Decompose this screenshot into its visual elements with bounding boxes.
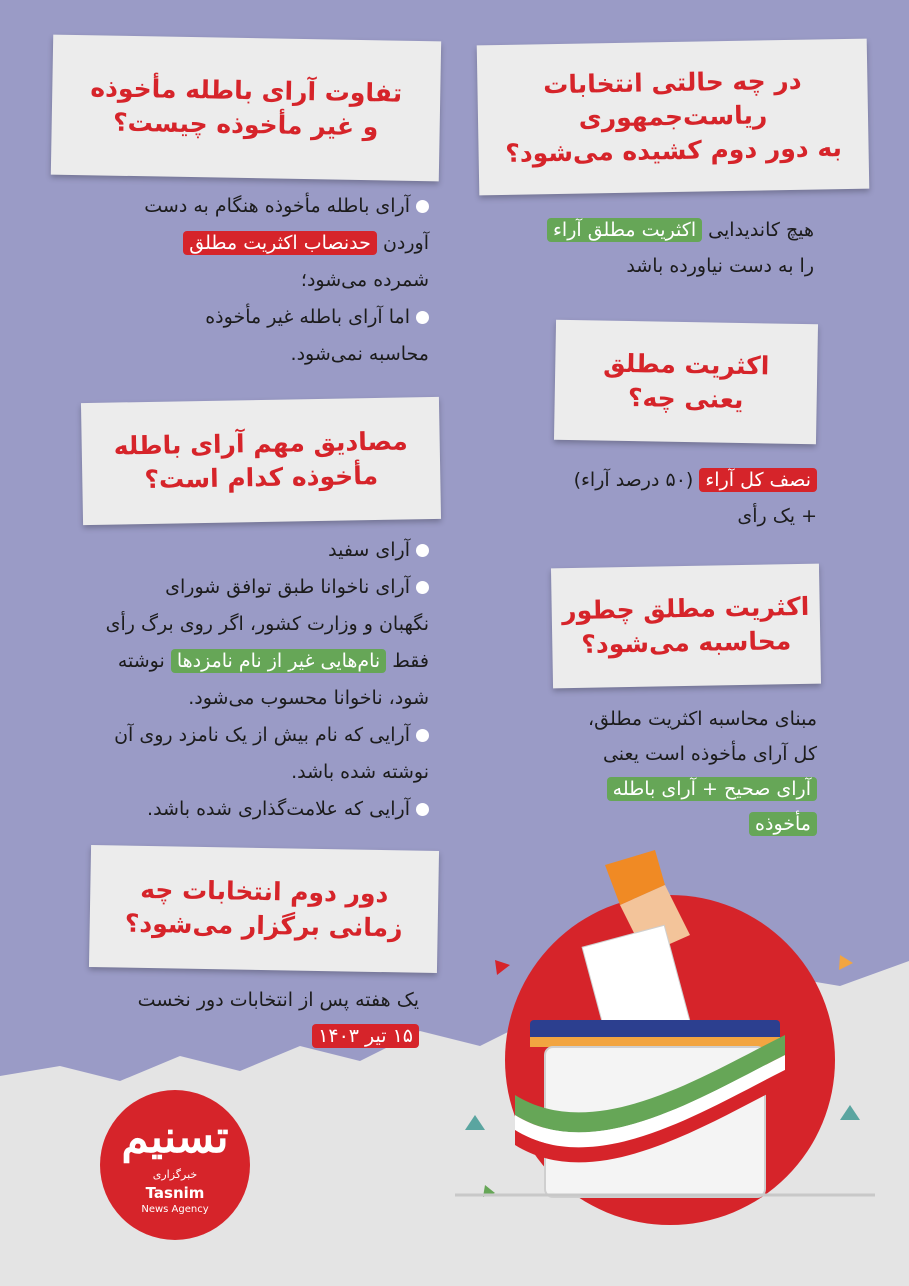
second-round-title-card (89, 845, 439, 973)
logo-script: تسنیم (121, 1112, 229, 1163)
runoff-when-body-pre: هیچ کاندیدایی (708, 219, 814, 241)
calculation-title-card (551, 564, 821, 689)
runoff-when-highlight: اکثریت مطلق آراء (547, 218, 702, 242)
examples-bullet2-post: نوشته (117, 650, 165, 673)
examples-title-line1: مصادیق مهم آرای باطله (113, 426, 408, 461)
examples-title-card (81, 397, 441, 525)
difference-title-line1: تفاوت آرای باطله مأخوذه (90, 73, 403, 108)
calculation-title-line2: محاسبه می‌شود؟ (581, 626, 792, 659)
calculation-body-line2: کل آرای مأخوذه است یعنی (602, 743, 817, 766)
difference-highlight: حدنصاب اکثریت مطلق (183, 231, 377, 255)
logo-en-name: Tasnim (145, 1184, 205, 1202)
examples-highlight: نام‌هایی غیر از نام نامزدها (171, 649, 386, 673)
difference-bullet1-pre: آوردن (382, 232, 429, 255)
difference-bullet2-line2: محاسبه نمی‌شود. (290, 343, 429, 366)
examples-bullet3-line2: نوشته شده باشد. (291, 761, 429, 784)
calculation-highlight1: آرای صحیح + آرای باطله (607, 777, 817, 801)
logo-en-sub: News Agency (141, 1204, 209, 1215)
examples-title-line2: مأخوذه کدام است؟ (144, 460, 379, 495)
runoff-when-title-card (477, 39, 870, 196)
examples-bullet2-pre: فقط (392, 650, 429, 673)
examples-bullet2-line1: آرای ناخوانا طبق توافق شورای (29, 569, 429, 606)
ballot-box-illustration (455, 845, 875, 1225)
absolute-majority-body (437, 462, 817, 534)
runoff-when-body (434, 212, 814, 284)
difference-title-card (51, 35, 441, 182)
second-round-highlight: ۱۵ تیر ۱۴۰۳ (312, 1024, 419, 1048)
examples-bullet1: آرای سفید (29, 532, 429, 569)
absolute-majority-title-card (554, 320, 818, 445)
absolute-majority-highlight: نصف کل آراء (699, 468, 817, 492)
difference-bullet1-line3: شمرده می‌شود؛ (300, 269, 429, 292)
runoff-when-title-line3: به دور دوم کشیده می‌شود؟ (505, 132, 843, 168)
examples-bullet4: آرایی که علامت‌گذاری شده باشد. (29, 791, 429, 828)
calculation-body (437, 702, 817, 843)
tasnim-logo (100, 1090, 250, 1240)
absolute-majority-body-post: (۵۰ درصد آراء) (573, 469, 694, 491)
absolute-majority-title-line2: یعنی چه؟ (627, 382, 744, 415)
runoff-when-body-post: را به دست نیاورده باشد (626, 255, 814, 278)
second-round-title-line2: زمانی برگزار می‌شود؟ (124, 908, 403, 943)
logo-fa-label: خبرگزاری (152, 1168, 198, 1181)
second-round-body (59, 982, 419, 1054)
difference-body (69, 188, 429, 373)
examples-bullet3-line1: آرایی که نام بیش از یک نامزد روی آن (29, 717, 429, 754)
difference-bullet2-line1: اما آرای باطله غیر مأخوذه (69, 299, 429, 336)
calculation-body-line1: مبنای محاسبه اکثریت مطلق، (587, 708, 817, 730)
examples-body (29, 532, 429, 828)
difference-title-line2: و غیر مأخوذه چیست؟ (112, 107, 379, 142)
calculation-highlight2: مأخوذه (749, 812, 817, 836)
examples-bullet2-line4: شود، ناخوانا محسوب می‌شود. (188, 687, 429, 710)
examples-bullet2-line2: نگهبان و وزارت کشور، اگر روی برگ رأی (105, 613, 429, 636)
second-round-title-line1: دور دوم انتخابات چه (139, 875, 389, 909)
absolute-majority-body-line2: + یک رأی (737, 505, 817, 528)
runoff-when-title-line1: در چه حالتی انتخابات (543, 66, 802, 100)
absolute-majority-title-line1: اکثریت مطلق (603, 348, 770, 381)
second-round-body-line1: یک هفته پس از انتخابات دور نخست (137, 989, 419, 1011)
runoff-when-title-line2: ریاست‌جمهوری (578, 100, 768, 133)
calculation-title-line1: اکثریت مطلق چطور (561, 592, 810, 626)
difference-bullet1-line1: آرای باطله مأخوذه هنگام به دست (69, 188, 429, 225)
